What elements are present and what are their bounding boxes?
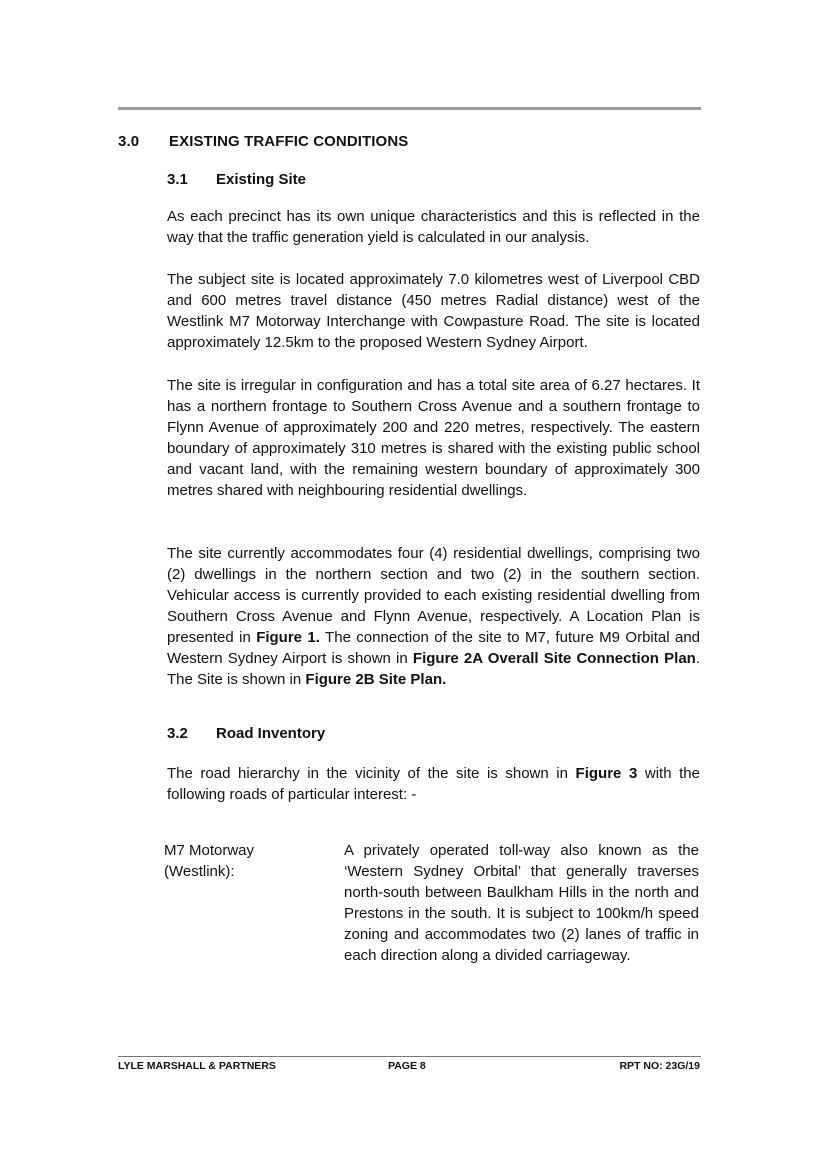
text-run: The connection of the site to M7, future M9 Orbital and Western Sydney Airport is shown in (167, 629, 701, 667)
section-number: 3.0 (118, 133, 140, 150)
paragraph-configuration: The site is irregular in configuration and has a total site area of 6.27 hectares. It has a northern frontage to Southern Cross Avenue and a southern frontage to Flynn Avenue of approximately 200 and 220 metres, respectively. The eastern boundary of approximately 310 metres is shared with the existing public school and vacant land, with the remaining western boundary of approximately 300 metres shared with neighbouring residential dwellings. (167, 377, 700, 499)
paragraph-precinct: As each precinct has its own unique characteristics and this is reflected in the way that the traffic generation yield is calculated in our analysis. (167, 208, 700, 246)
text-run: with the following roads of particular interest: - (167, 765, 700, 803)
text-run: . The Site is shown in (167, 650, 700, 688)
subsection-title: Road Inventory (216, 725, 326, 742)
paragraph-road-hierarchy (167, 763, 700, 805)
footer-report-number (619, 1060, 700, 1072)
subsection-heading-existing-site (167, 171, 306, 188)
subsection-number: 3.1 (167, 171, 188, 188)
road-alias: (Westlink): (164, 863, 235, 880)
footer-company: LYLE MARSHALL & PARTNERS (118, 1060, 276, 1072)
report-label: RPT NO: (619, 1060, 666, 1072)
figure-reference: Figure 1. (256, 629, 320, 646)
text-run: The road hierarchy in the vicinity of the site is shown in (167, 765, 576, 782)
header-rule (118, 107, 701, 110)
section-title: EXISTING TRAFFIC CONDITIONS (169, 133, 409, 150)
footer-page-number: PAGE 8 (388, 1060, 426, 1072)
figure-reference: Figure 3 (575, 765, 638, 782)
text-run: The site currently accommodates four (4) residential dwellings, comprising two (2) dwellings in the northern section and two (2) in the southern section. Vehicular access is currently provided to each existing residential dwelling from Southern Cross Avenue and Flynn Avenue, respectively. A Location Plan is presented in (167, 545, 700, 646)
paragraph-location: The subject site is located approximately 7.0 kilometres west of Liverpool CBD and 600 metres travel distance (450 metres Radial distance) west of the Westlink M7 Motorway Interchange with Cowpasture Road. The site is located approximately 12.5km to the proposed Western Sydney Airport. (167, 271, 700, 351)
road-name: M7 Motorway (164, 842, 255, 859)
paragraph-existing-use (167, 543, 700, 690)
report-value: 23G/19 (665, 1060, 700, 1072)
subsection-number: 3.2 (167, 725, 188, 742)
subsection-heading-road-inventory (167, 725, 325, 742)
footer-rule (118, 1056, 701, 1057)
figure-reference: Figure 2A Overall Site Connection Plan (412, 650, 696, 667)
section-heading (118, 133, 408, 150)
road-term (164, 840, 314, 882)
subsection-title: Existing Site (216, 171, 307, 188)
figure-reference: Figure 2B Site Plan. (305, 671, 447, 688)
road-description: A privately operated toll-way also known as the ‘Western Sydney Orbital’ that generally traverses north-south between Baulkham Hills in the north and Prestons in the south. It is subject to 100km/h speed zoning and accommodates two (2) lanes of traffic in each direction along a divided carriageway. (344, 842, 699, 964)
